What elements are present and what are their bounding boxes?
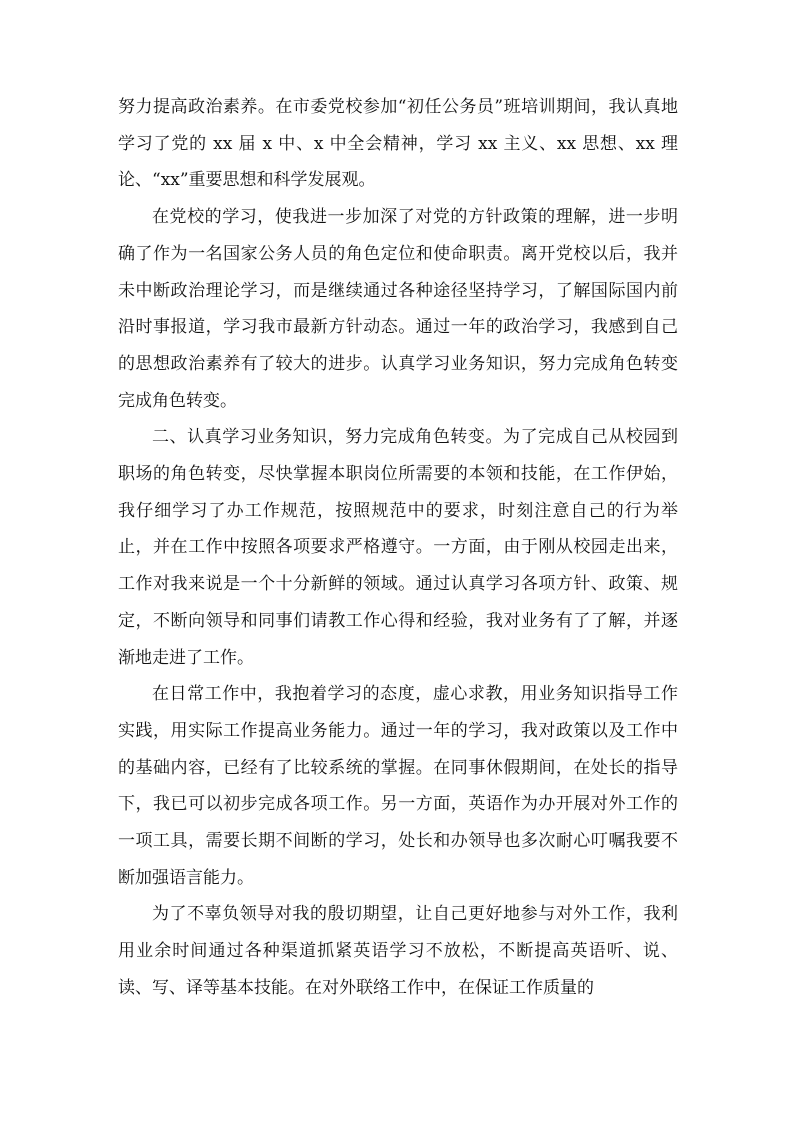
paragraph-2: 在党校的学习，使我进一步加深了对党的方针政策的理解，进一步明确了作为一名国家公务人员的角色定位和使命职责。离开党校以后，我并未中断政治理论学习，而是继续通过各种途径坚持学习，了解国际国内前沿时事报道，学习我市最新方针动态。通过一年的政治学习，我感到自己的思想政治素养有了较大的进步。认真学习业务知识，努力完成角色转变完成角色转变。 bbox=[118, 207, 678, 411]
paragraph-4: 在日常工作中，我抱着学习的态度，虚心求教，用业务知识指导工作实践，用实际工作提高业务能力。通过一年的学习，我对政策以及工作中的基础内容，已经有了比较系统的掌握。在同事休假期间，在处长的指导下，我已可以初步完成各项工作。另一方面，英语作为办开展对外工作的一项工具，需要长期不间断的学习，处长和办领导也多次耐心叮嘱我要不断加强语言能力。 bbox=[118, 684, 678, 888]
paragraph-1: 努力提高政治素养。在市委党校参加“初任公务员”班培训期间，我认真地学习了党的 xx 届 x 中、x 中全会精神，学习 xx 主义、xx 思想、xx 理论、“xx”重要思想和科学发展观。 bbox=[118, 97, 678, 191]
paragraph-5: 为了不辜负领导对我的殷切期望，让自己更好地参与对外工作，我利用业余时间通过各种渠道抓紧英语学习不放松，不断提高英语听、说、读、写、译等基本技能。在对外联络工作中，在保证工作质量的 bbox=[118, 904, 678, 998]
paragraph-3: 二、认真学习业务知识，努力完成角色转变。为了完成自己从校园到职场的角色转变，尽快掌握本职岗位所需要的本领和技能，在工作伊始，我仔细学习了办工作规范，按照规范中的要求，时刻注意自己的行为举止，并在工作中按照各项要求严格遵守。一方面，由于刚从校园走出来，工作对我来说是一个十分新鲜的领域。通过认真学习各项方针、政策、规定，不断向领导和同事们请教工作心得和经验，我对业务有了了解，并逐渐地走进了工作。 bbox=[118, 427, 678, 668]
document-body bbox=[118, 89, 678, 1007]
